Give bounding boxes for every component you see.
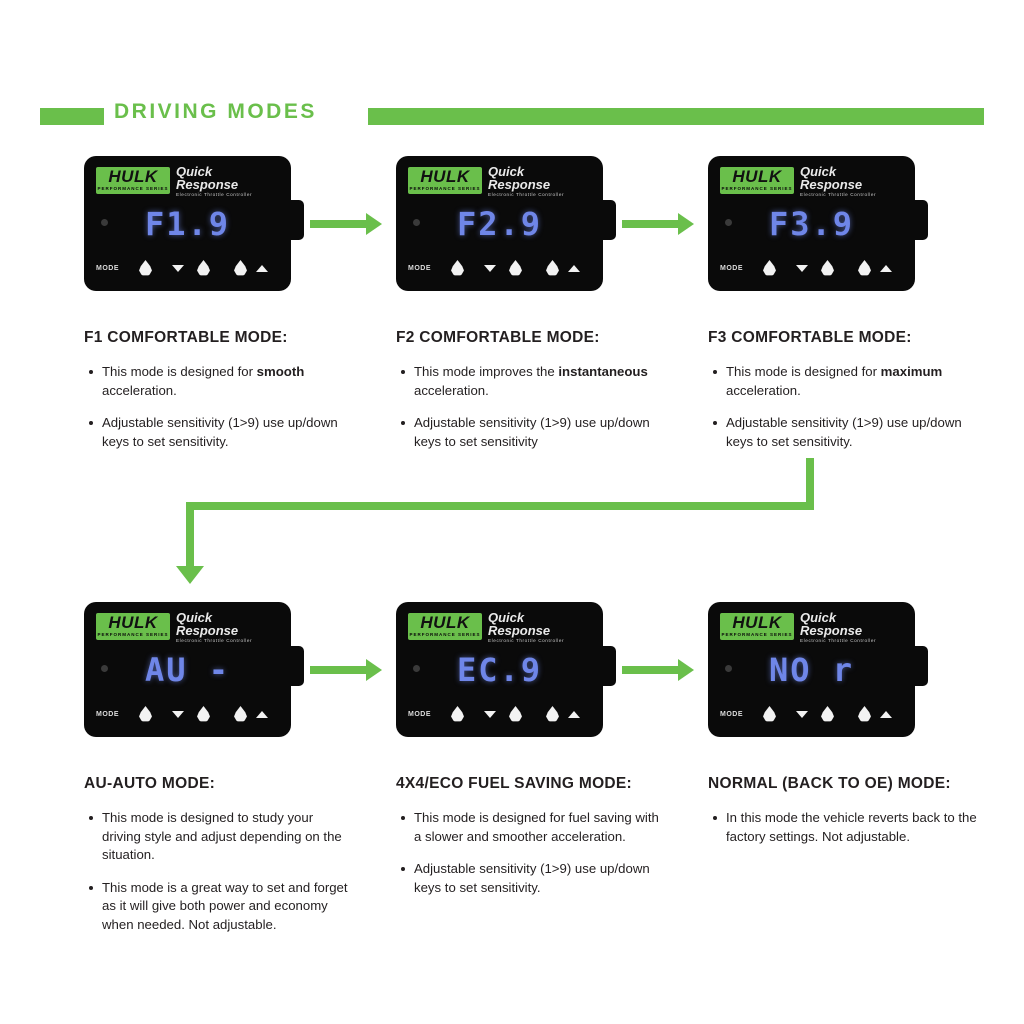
bullet-text-pre: This mode is designed to study your driving style and adjust depending on the situation. xyxy=(102,810,342,862)
bullet-text-pre: This mode improves the xyxy=(414,364,559,379)
bullet-text-pre: Adjustable sensitivity (1>9) use up/down keys to set sensitivity xyxy=(414,415,650,449)
hulk-logo-text: HULK xyxy=(732,167,782,186)
device-branding xyxy=(96,611,280,645)
list-item xyxy=(102,414,354,451)
device-unit xyxy=(708,602,915,737)
bullet-text-pre: Adjustable sensitivity (1>9) use up/down keys to set sensitivity. xyxy=(102,415,338,449)
list-item xyxy=(726,414,978,451)
hulk-logo-text: HULK xyxy=(108,167,158,186)
mode-label: MODE xyxy=(720,265,743,272)
mode-card-f1 xyxy=(84,156,354,465)
list-item xyxy=(102,363,354,400)
bullet-text-pre: This mode is designed for xyxy=(726,364,881,379)
bullet-text-pre: This mode is a great way to set and forget as it will give both power and economy when needed. Not adjustable. xyxy=(102,879,348,932)
mode-button-right-icon[interactable] xyxy=(857,706,873,724)
page-title: DRIVING MODES xyxy=(114,100,317,123)
flow-connector-wrap xyxy=(178,458,824,588)
device-unit xyxy=(84,602,291,737)
device-branding xyxy=(720,611,904,645)
product-tagline: Electronic Throttle Controller xyxy=(176,192,253,197)
device-controls xyxy=(408,705,593,727)
list-item xyxy=(414,860,666,897)
bullet-text-pre: This mode is designed for fuel saving with a slower and smoother acceleration. xyxy=(414,810,659,844)
product-tagline: Electronic Throttle Controller xyxy=(176,638,253,643)
mode-bullet-list xyxy=(708,809,978,846)
bullet-text-pre: Adjustable sensitivity (1>9) use up/down keys to set sensitivity. xyxy=(726,415,962,449)
product-name-line1: Quick xyxy=(800,610,837,625)
up-arrow-icon[interactable] xyxy=(568,711,580,718)
mode-button-center-icon[interactable] xyxy=(508,260,524,278)
device-unit xyxy=(396,156,603,291)
product-name-line2: Response xyxy=(800,623,863,638)
device-branding xyxy=(96,165,280,199)
mode-button-right-icon[interactable] xyxy=(545,260,561,278)
quick-response-logo xyxy=(488,611,564,645)
mode-card-f3 xyxy=(708,156,978,465)
hulk-logo-text: HULK xyxy=(732,613,782,632)
down-arrow-icon[interactable] xyxy=(796,711,808,718)
device-controls xyxy=(720,705,905,727)
hulk-logo xyxy=(96,167,170,194)
section-header xyxy=(40,100,984,132)
up-arrow-icon[interactable] xyxy=(256,265,268,272)
hulk-logo xyxy=(408,167,482,194)
device-unit xyxy=(84,156,291,291)
display-value: F2.9 xyxy=(456,205,543,243)
bullet-text-pre: Adjustable sensitivity (1>9) use up/down keys to set sensitivity. xyxy=(414,861,650,895)
product-name-line2: Response xyxy=(176,623,239,638)
flow-arrow-5-to-6 xyxy=(622,664,694,676)
mode-title: NORMAL (BACK TO OE) MODE: xyxy=(708,775,951,792)
down-arrow-icon[interactable] xyxy=(796,265,808,272)
product-name-line2: Response xyxy=(488,177,551,192)
device-display xyxy=(708,648,915,692)
mode-button-center-icon[interactable] xyxy=(196,706,212,724)
hulk-logo-subtext: PERFORMANCE SERIES xyxy=(97,632,169,637)
hulk-logo-subtext: PERFORMANCE SERIES xyxy=(409,186,481,191)
product-tagline: Electronic Throttle Controller xyxy=(800,638,877,643)
list-item xyxy=(414,809,666,846)
list-item xyxy=(102,879,354,935)
display-value: F1.9 xyxy=(144,205,231,243)
device-controls xyxy=(720,259,905,281)
hulk-logo xyxy=(720,167,794,194)
device-display xyxy=(396,202,603,246)
mode-button-left-icon[interactable] xyxy=(762,706,778,724)
quick-response-logo xyxy=(800,165,876,199)
hulk-logo-text: HULK xyxy=(108,613,158,632)
down-arrow-icon[interactable] xyxy=(484,265,496,272)
list-item xyxy=(726,809,978,846)
bullet-text-post: acceleration. xyxy=(414,382,489,398)
display-value: F3.9 xyxy=(768,205,855,243)
hulk-logo-subtext: PERFORMANCE SERIES xyxy=(97,186,169,191)
mode-card-f2 xyxy=(396,156,666,465)
mode-button-right-icon[interactable] xyxy=(233,260,249,278)
up-arrow-icon[interactable] xyxy=(880,265,892,272)
device-side-tab xyxy=(602,200,616,240)
hulk-logo-text: HULK xyxy=(420,167,470,186)
down-arrow-icon[interactable] xyxy=(172,265,184,272)
device-display xyxy=(84,648,291,692)
down-arrow-icon[interactable] xyxy=(484,711,496,718)
product-name-line2: Response xyxy=(176,177,239,192)
hulk-logo xyxy=(408,613,482,640)
product-name-line1: Quick xyxy=(176,610,213,625)
mode-card-normal xyxy=(708,602,978,860)
device-display xyxy=(708,202,915,246)
product-name-line2: Response xyxy=(800,177,863,192)
mode-card-au xyxy=(84,602,354,948)
mode-bullet-list xyxy=(84,809,354,934)
hulk-logo-subtext: PERFORMANCE SERIES xyxy=(721,632,793,637)
down-arrow-icon[interactable] xyxy=(172,711,184,718)
list-item xyxy=(102,809,354,865)
mode-button-left-icon[interactable] xyxy=(450,706,466,724)
mode-title: 4X4/ECO FUEL SAVING MODE: xyxy=(396,775,633,792)
up-arrow-icon[interactable] xyxy=(256,711,268,718)
mode-button-center-icon[interactable] xyxy=(196,260,212,278)
device-branding xyxy=(408,611,592,645)
mode-button-left-icon[interactable] xyxy=(138,706,154,724)
mode-button-right-icon[interactable] xyxy=(545,706,561,724)
mode-button-center-icon[interactable] xyxy=(820,260,836,278)
mode-title: F3 COMFORTABLE MODE: xyxy=(708,329,912,346)
mode-bullet-list xyxy=(84,363,354,451)
up-arrow-icon[interactable] xyxy=(880,711,892,718)
header-bar-right xyxy=(368,108,984,125)
hulk-logo-text: HULK xyxy=(420,613,470,632)
list-item xyxy=(414,414,666,451)
product-tagline: Electronic Throttle Controller xyxy=(800,192,877,197)
mode-bullet-list xyxy=(396,363,666,451)
quick-response-logo xyxy=(488,165,564,199)
device-controls xyxy=(96,705,281,727)
mode-button-left-icon[interactable] xyxy=(450,260,466,278)
bullet-text-pre: This mode is designed for xyxy=(102,364,257,379)
display-value: AU - xyxy=(144,651,231,689)
mode-label: MODE xyxy=(720,711,743,718)
quick-response-logo xyxy=(176,165,252,199)
display-value: NO r xyxy=(768,651,855,689)
device-unit xyxy=(396,602,603,737)
bullet-text-bold: smooth xyxy=(256,364,305,379)
mode-button-center-icon[interactable] xyxy=(820,706,836,724)
flow-arrow-2-to-3 xyxy=(622,218,694,230)
mode-button-center-icon[interactable] xyxy=(508,706,524,724)
mode-title: AU-AUTO MODE: xyxy=(84,775,216,792)
product-name-line1: Quick xyxy=(488,610,525,625)
device-controls xyxy=(96,259,281,281)
mode-label: MODE xyxy=(96,265,119,272)
hulk-logo xyxy=(96,613,170,640)
mode-title: F2 COMFORTABLE MODE: xyxy=(396,329,600,346)
product-tagline: Electronic Throttle Controller xyxy=(488,638,565,643)
device-controls xyxy=(408,259,593,281)
mode-title: F1 COMFORTABLE MODE: xyxy=(84,329,288,346)
device-side-tab xyxy=(602,646,616,686)
mode-button-left-icon[interactable] xyxy=(138,260,154,278)
device-branding xyxy=(408,165,592,199)
header-bar-left xyxy=(40,108,104,125)
mode-label: MODE xyxy=(96,711,119,718)
mode-bullet-list xyxy=(396,809,666,897)
bullet-text-bold: instantaneous xyxy=(558,364,648,379)
mode-label: MODE xyxy=(408,711,431,718)
product-name-line2: Response xyxy=(488,623,551,638)
mode-button-right-icon[interactable] xyxy=(233,706,249,724)
mode-card-eco xyxy=(396,602,666,911)
bullet-text-post: acceleration. xyxy=(102,382,177,398)
hulk-logo-subtext: PERFORMANCE SERIES xyxy=(409,632,481,637)
mode-button-right-icon[interactable] xyxy=(857,260,873,278)
bullet-text-bold: maximum xyxy=(880,364,943,379)
device-side-tab xyxy=(290,200,304,240)
device-side-tab xyxy=(290,646,304,686)
hulk-logo xyxy=(720,613,794,640)
device-display xyxy=(396,648,603,692)
device-side-tab xyxy=(914,200,928,240)
bullet-text-post: acceleration. xyxy=(726,382,801,398)
device-display xyxy=(84,202,291,246)
flow-arrow-1-to-2 xyxy=(310,218,382,230)
device-branding xyxy=(720,165,904,199)
display-value: EC.9 xyxy=(456,651,543,689)
device-unit xyxy=(708,156,915,291)
product-name-line1: Quick xyxy=(800,164,837,179)
mode-bullet-list xyxy=(708,363,978,451)
product-tagline: Electronic Throttle Controller xyxy=(488,192,565,197)
up-arrow-icon[interactable] xyxy=(568,265,580,272)
bullet-text-pre: In this mode the vehicle reverts back to the factory settings. Not adjustable. xyxy=(726,810,977,844)
mode-button-left-icon[interactable] xyxy=(762,260,778,278)
quick-response-logo xyxy=(800,611,876,645)
product-name-line1: Quick xyxy=(488,164,525,179)
flow-arrow-4-to-5 xyxy=(310,664,382,676)
mode-label: MODE xyxy=(408,265,431,272)
quick-response-logo xyxy=(176,611,252,645)
list-item xyxy=(726,363,978,400)
hulk-logo-subtext: PERFORMANCE SERIES xyxy=(721,186,793,191)
list-item xyxy=(414,363,666,400)
device-side-tab xyxy=(914,646,928,686)
product-name-line1: Quick xyxy=(176,164,213,179)
